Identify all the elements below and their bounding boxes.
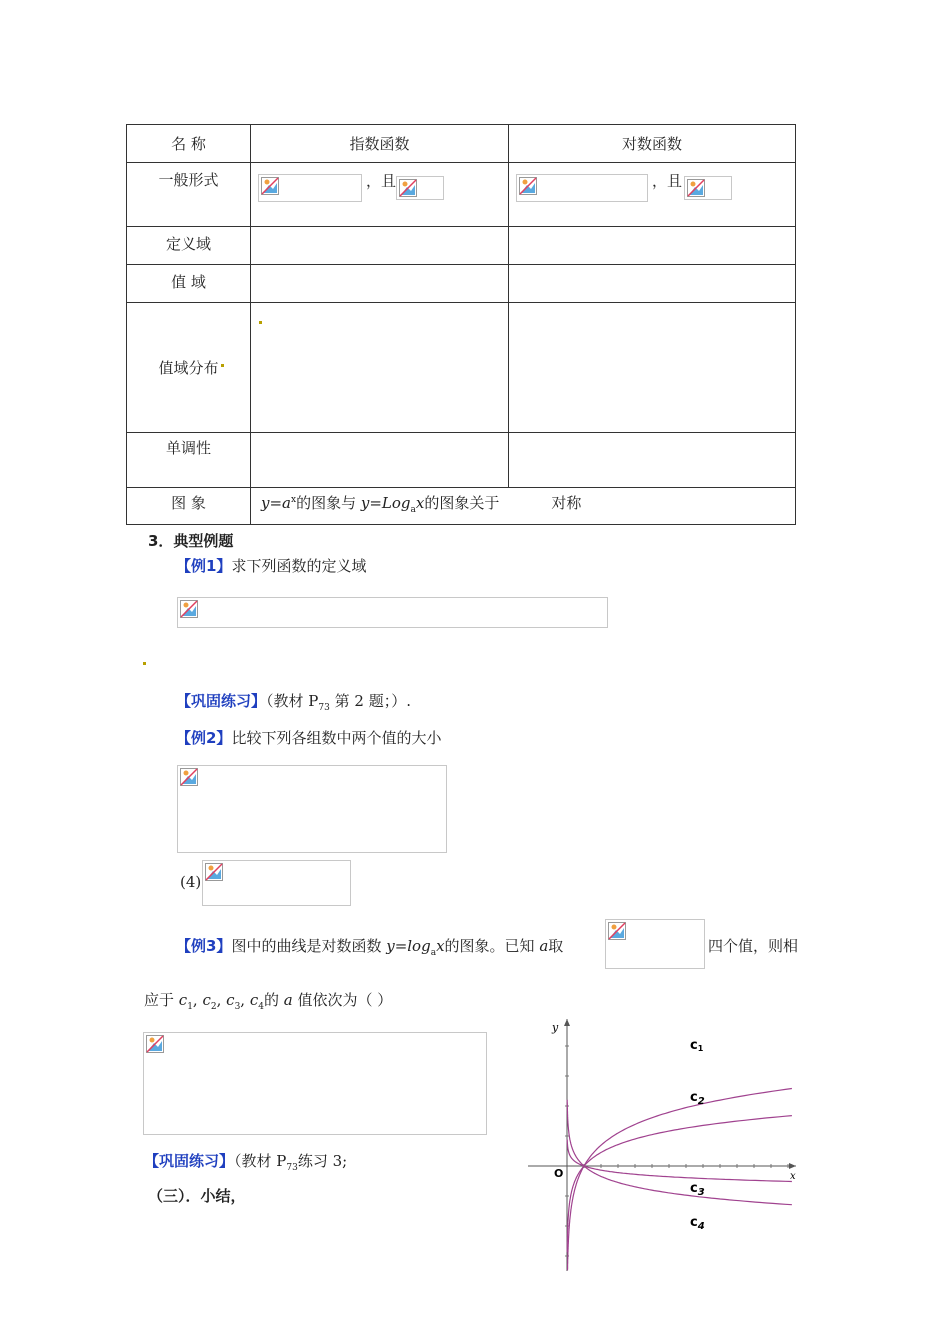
curve-c1: [568, 1089, 792, 1271]
practice-1: 【巩固练习】（教材 $P_{73}$ 第 2 题；）.: [176, 692, 411, 713]
curve-label-c2: $c_2$: [690, 1090, 705, 1107]
curve-label-c3: $c_3$: [690, 1181, 705, 1198]
broken-image-icon: [180, 600, 198, 618]
row-label-graph: 图 象: [127, 488, 251, 525]
broken-image-icon: [519, 177, 537, 195]
curve-label-c1: c1: [690, 1038, 704, 1053]
image-placeholder-ex2-4: [202, 860, 351, 906]
image-placeholder-ex3-answer: [143, 1032, 487, 1135]
cell-exp-range: [251, 265, 509, 303]
cell-log-range-dist: [509, 303, 796, 433]
summary-heading: （三）．小结，: [148, 1187, 246, 1205]
log-curves-graph: [528, 1015, 800, 1273]
y-axis-label: y: [552, 1021, 559, 1034]
broken-image-icon: [687, 179, 705, 197]
curve-c2: [567, 1116, 792, 1253]
y-axis-arrow: [564, 1019, 570, 1026]
example-3-line1: 【例3】图中的曲线是对数函数 $y=\log_ax$的图象。已知 a取: [176, 937, 564, 958]
cell-exp-domain: [251, 227, 509, 265]
example-3-line2: 应于 $c_1$, $c_2$, $c_3$, $c_4$的 a 值依次为（ ）: [144, 991, 393, 1012]
cell-log-domain: [509, 227, 796, 265]
example-2: 【例2】比较下列各组数中两个值的大小: [176, 729, 442, 747]
broken-image-icon: [608, 922, 626, 940]
broken-image-icon: [146, 1035, 164, 1053]
x-axis-label: x: [790, 1171, 796, 1182]
row-label-monotonic: 单调性: [127, 433, 251, 488]
image-placeholder-ex3-values: [605, 919, 705, 969]
axis-ticks: [565, 1046, 788, 1256]
image-placeholder-log-cond: [684, 176, 732, 200]
image-placeholder-exp-cond: [396, 176, 444, 200]
broken-image-icon: [205, 863, 223, 881]
row-label-domain: 定义域: [127, 227, 251, 265]
cell-log-range: [509, 265, 796, 303]
ex2-item-4: (4): [180, 873, 202, 891]
header-exp: 指数函数: [251, 125, 509, 163]
anchor-mark: [221, 364, 224, 367]
exp-form-sep: ，且: [366, 172, 397, 190]
header-log: 对数函数: [509, 125, 796, 163]
cell-graph-text: $y=a^x$的图象与 y=Log$_a$x的图象关于 对称: [251, 488, 796, 525]
log-form-sep: ，且: [652, 172, 683, 190]
image-placeholder-ex2: [177, 765, 447, 853]
cell-exp-monotonic: [251, 433, 509, 488]
image-placeholder-log-form: [516, 174, 648, 202]
image-placeholder-exp-form: [258, 174, 362, 202]
broken-image-icon: [399, 179, 417, 197]
x-axis-arrow: [789, 1163, 796, 1169]
cell-exp-range-dist: [251, 303, 509, 433]
example-3-line1-end: 四个值，则相: [708, 937, 799, 955]
cell-log-monotonic: [509, 433, 796, 488]
row-label-range-dist: 值域分布: [127, 303, 251, 433]
row-label-range: 值 域: [127, 265, 251, 303]
anchor-mark: [259, 321, 262, 324]
row-label-general: 一般形式: [127, 163, 251, 227]
example-1: 【例1】求下列函数的定义域: [176, 557, 367, 575]
practice-2: 【巩固练习】（教材 $P_{73}$练习 3;: [144, 1152, 348, 1173]
broken-image-icon: [180, 768, 198, 786]
header-name: 名 称: [127, 125, 251, 163]
image-placeholder-ex1: [177, 597, 608, 628]
origin-label: O: [554, 1167, 564, 1180]
curve-label-c4: $c_4$: [690, 1215, 705, 1232]
section-title: 3．典型例题: [148, 532, 234, 550]
anchor-mark: [143, 662, 146, 665]
broken-image-icon: [261, 177, 279, 195]
